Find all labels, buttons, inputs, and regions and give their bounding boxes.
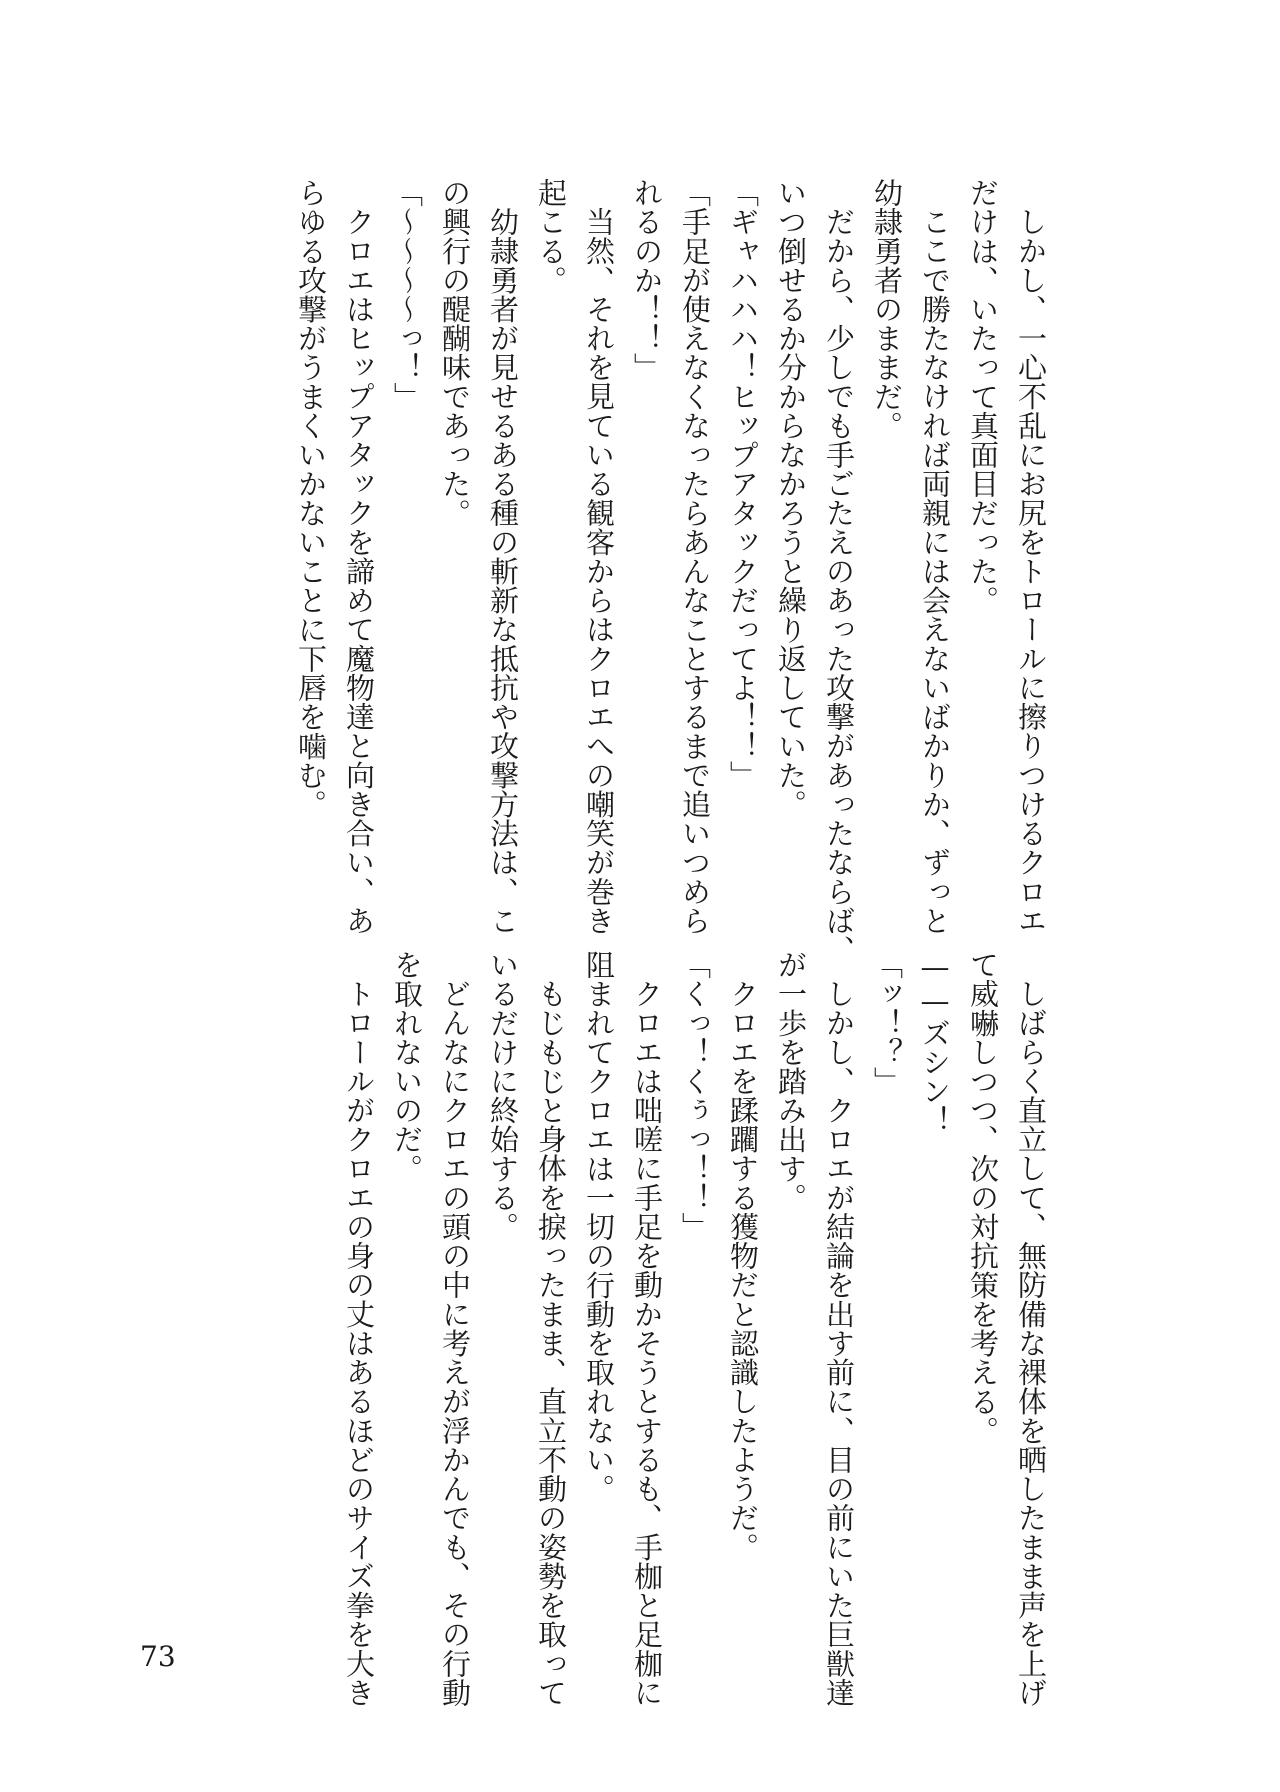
- text-line: しばらく直立して、無防備な裸体を晒したまま声を上げ: [1014, 979, 1048, 1707]
- text-line: しかし、クロエが結論を出す前に、目の前にいた巨獣達: [822, 979, 856, 1707]
- text-line: れるのか！！」: [630, 178, 664, 382]
- text-line: 阻まれてクロエは一切の行動を取れない。: [582, 950, 616, 1504]
- text-line: だけは、いたって真面目だった。: [966, 178, 1000, 615]
- text-line: クロエを蹂躙する獲物だと認識したようだ。: [726, 979, 760, 1562]
- text-line: 幼隷勇者が見せるある種の斬新な抵抗や攻撃方法は、こ: [486, 207, 520, 935]
- lower-text-block: [225, 950, 1055, 1707]
- text-line: ——ズシン！: [918, 950, 952, 1135]
- text-line: もじもじと身体を捩ったまま、直立不動の姿勢を取って: [534, 979, 568, 1707]
- dialogue-line: 「ッ！？」: [870, 950, 904, 1096]
- text-line: て威嚇しつつ、次の対抗策を考える。: [966, 950, 1000, 1446]
- dialogue-line: 「ギャハハハ！ヒップアタックだってよ！！」: [726, 178, 760, 790]
- page-number: 73: [140, 1640, 176, 1673]
- text-line: いるだけに終始する。: [486, 950, 520, 1242]
- text-line: しかし、一心不乱にお尻をトロールに擦りつけるクロエ: [1014, 207, 1048, 935]
- text-line: いつ倒せるか分からなかろうと繰り返していた。: [774, 178, 808, 819]
- upper-text-block: [225, 178, 1055, 965]
- text-line: らゆる攻撃がうまくいかないことに下唇を噛む。: [294, 178, 328, 819]
- dialogue-line: 「くっ！くぅっ！！」: [678, 950, 712, 1242]
- text-line: クロエは咄嗟に手足を動かそうとするも、手枷と足枷に: [630, 979, 664, 1707]
- text-line: トロールがクロエの身の丈はあるほどのサイズ拳を大き: [342, 979, 376, 1707]
- dialogue-line: 「〜〜〜〜っ！」: [390, 178, 424, 411]
- text-line: ここで勝たなければ両親には会えないばかりか、ずっと: [918, 207, 952, 935]
- text-line: 起こる。: [534, 178, 568, 295]
- text-line: クロエはヒップアタックを諦めて魔物達と向き合い、あ: [342, 207, 376, 935]
- text-line: 幼隷勇者のままだ。: [870, 178, 904, 441]
- text-line: の興行の醍醐味であった。: [438, 178, 472, 528]
- text-line: 当然、それを見ている観客からはクロエへの嘲笑が巻き: [582, 207, 616, 935]
- text-line: を取れないのだ。: [390, 950, 424, 1183]
- text-line: が一歩を踏み出す。: [774, 950, 808, 1213]
- text-line: だから、少しでも手ごたえのあった攻撃があったならば、: [822, 207, 856, 965]
- dialogue-line: 「手足が使えなくなったらあんなことするまで追いつめら: [678, 178, 712, 936]
- text-line: どんなにクロエの頭の中に考えが浮かんでも、その行動: [438, 979, 472, 1707]
